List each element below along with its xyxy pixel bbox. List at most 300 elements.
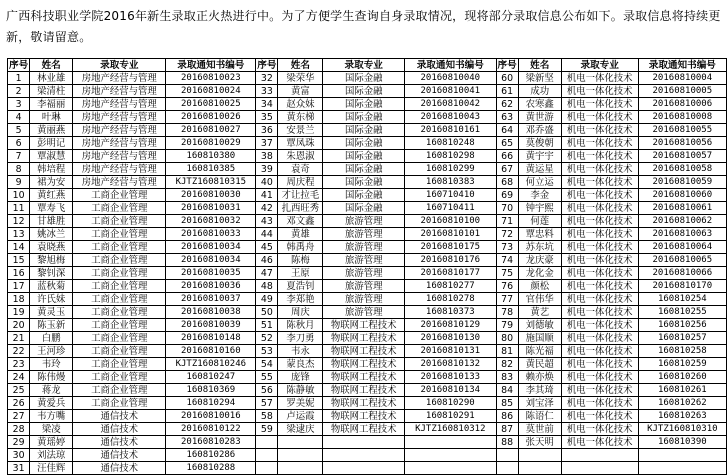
seq-cell: 36 (256, 124, 278, 137)
seq-cell: 76 (496, 280, 518, 293)
notice-no-cell: 160810288 (166, 462, 256, 475)
name-cell: 蓝秋菊 (30, 280, 73, 293)
table-row (8, 397, 727, 410)
name-cell: 刘宝泽 (518, 397, 561, 410)
notice-no-cell (405, 462, 496, 475)
header-major-1: 录取专业 (73, 59, 166, 72)
major-cell: 机电一体化技术 (561, 358, 638, 371)
seq-cell: 56 (256, 384, 278, 397)
table-row (8, 72, 727, 85)
name-cell: 苏东坑 (518, 241, 561, 254)
name-cell: 黄丽燕 (30, 124, 73, 137)
header-seq-1: 序号 (9, 59, 29, 71)
major-cell: 国际金融 (323, 202, 405, 215)
major-cell: 房地产经营与管理 (73, 98, 166, 111)
notice-no-cell: 20160810177 (405, 267, 496, 280)
seq-cell: 11 (8, 202, 30, 215)
notice-no-cell: 160810373 (405, 306, 496, 319)
major-cell: 机电一体化技术 (561, 137, 638, 150)
notice-no-cell: 20160810006 (638, 98, 726, 111)
notice-no-cell: 160810263 (638, 410, 726, 423)
name-cell: 李金 (518, 189, 561, 202)
seq-cell (256, 462, 278, 475)
major-cell: 工商企业管理 (73, 319, 166, 332)
notice-no-cell: 160810290 (405, 397, 496, 410)
seq-cell: 8 (8, 163, 30, 176)
notice-no-cell: 20160810176 (405, 254, 496, 267)
major-cell: 工商企业管理 (73, 332, 166, 345)
table-row (8, 280, 727, 293)
seq-cell: 15 (8, 254, 30, 267)
notice-no-cell: 20160810032 (166, 215, 256, 228)
major-cell: 房地产经营与管理 (73, 163, 166, 176)
name-cell: 袁奇 (278, 163, 323, 176)
notice-no-cell: 20160810016 (166, 410, 256, 423)
notice-no-cell: 160810255 (638, 306, 726, 319)
seq-cell: 73 (496, 241, 518, 254)
major-cell: 机电一体化技术 (561, 228, 638, 241)
notice-no-cell: 20160810170 (638, 280, 726, 293)
seq-cell: 65 (496, 137, 518, 150)
table-row (8, 202, 727, 215)
name-cell: 陈玉新 (30, 319, 73, 332)
notice-no-cell: 20160810040 (405, 72, 496, 85)
seq-cell (256, 449, 278, 462)
name-cell: 梁逮庆 (278, 423, 323, 436)
major-cell: 机电一体化技术 (561, 436, 638, 449)
major-cell: 机电一体化技术 (561, 163, 638, 176)
notice-no-cell (405, 449, 496, 462)
table-row (8, 358, 727, 371)
name-cell: 扎西旺秀 (278, 202, 323, 215)
name-cell: 陈伟熳 (30, 371, 73, 384)
major-cell: 国际金融 (323, 189, 405, 202)
seq-cell: 25 (8, 384, 30, 397)
major-cell: 旅游管理 (323, 228, 405, 241)
admission-table (7, 58, 727, 475)
major-cell: 机电一体化技术 (561, 202, 638, 215)
notice-no-cell: 160810286 (166, 449, 256, 462)
seq-cell: 66 (496, 150, 518, 163)
name-cell: 陈光福 (518, 345, 561, 358)
notice-no-cell: 20160810065 (638, 254, 726, 267)
table-row (8, 215, 727, 228)
notice-no-cell: 20160810283 (166, 436, 256, 449)
name-cell: 朱恩淑 (278, 150, 323, 163)
name-cell (518, 462, 561, 475)
notice-no-cell: 160810291 (405, 410, 496, 423)
major-cell: 工商企业管理 (73, 371, 166, 384)
name-cell: 赵众妹 (278, 98, 323, 111)
notice-no-cell: 20160810064 (638, 241, 726, 254)
notice-no-cell: KJTZ160810315 (166, 176, 256, 189)
name-cell: 梁荣华 (278, 72, 323, 85)
name-cell: 赖亦焕 (518, 371, 561, 384)
major-cell: 通信技术 (73, 410, 166, 423)
name-cell: 梁新坚 (518, 72, 561, 85)
seq-cell: 49 (256, 293, 278, 306)
notice-no-cell: 20160810039 (166, 319, 256, 332)
seq-cell: 9 (8, 176, 30, 189)
major-cell: 房地产经营与管理 (73, 137, 166, 150)
notice-no-cell: 20160810031 (166, 202, 256, 215)
name-cell: 李其琦 (518, 384, 561, 397)
seq-cell: 57 (256, 397, 278, 410)
notice-no-cell: 20160810060 (638, 189, 726, 202)
major-cell: 机电一体化技术 (561, 111, 638, 124)
notice-no-cell: 160810259 (638, 358, 726, 371)
major-cell: 物联网工程技术 (323, 423, 405, 436)
name-cell: 白鹏 (30, 332, 73, 345)
major-cell: 工商企业管理 (73, 241, 166, 254)
header-notice-no-2: 录取通知书编号 (405, 59, 496, 72)
name-cell: 韩培程 (30, 163, 73, 176)
seq-cell: 85 (496, 397, 518, 410)
seq-cell: 16 (8, 267, 30, 280)
seq-cell: 58 (256, 410, 278, 423)
name-cell: 颜松 (518, 280, 561, 293)
table-row (8, 436, 727, 449)
name-cell: 陈秋月 (278, 319, 323, 332)
seq-cell: 23 (8, 358, 30, 371)
seq-cell: 81 (496, 345, 518, 358)
notice-no-cell: 160810262 (638, 397, 726, 410)
table-row (8, 241, 727, 254)
major-cell: 机电一体化技术 (561, 85, 638, 98)
notice-no-cell: 20160810132 (405, 358, 496, 371)
major-cell: 通信技术 (73, 436, 166, 449)
notice-no-cell: 20160810063 (638, 228, 726, 241)
major-cell: 机电一体化技术 (561, 215, 638, 228)
major-cell: 通信技术 (73, 423, 166, 436)
major-cell: 房地产经营与管理 (73, 150, 166, 163)
seq-cell: 45 (256, 241, 278, 254)
table-body (8, 72, 727, 475)
header-notice-no-1: 录取通知书编号 (166, 59, 256, 72)
seq-cell: 27 (8, 410, 30, 423)
notice-no-cell: 160810383 (405, 176, 496, 189)
header-major-3: 录取专业 (561, 59, 638, 72)
name-cell: 龙庆豪 (518, 254, 561, 267)
major-cell: 机电一体化技术 (561, 241, 638, 254)
notice-no-cell: 20160810034 (166, 241, 256, 254)
notice-no-cell: 160810247 (166, 371, 256, 384)
header-notice-no-3: 录取通知书编号 (638, 59, 726, 72)
name-cell: 韦永 (278, 345, 323, 358)
name-cell: 韩禹舟 (278, 241, 323, 254)
table-row (8, 228, 727, 241)
major-cell: 工商企业管理 (73, 254, 166, 267)
seq-cell: 33 (256, 85, 278, 98)
major-cell: 物联网工程技术 (323, 397, 405, 410)
name-cell: 庞锋 (278, 371, 323, 384)
table-row (8, 293, 727, 306)
name-cell: 邓文鑫 (278, 215, 323, 228)
major-cell (561, 449, 638, 462)
major-cell: 物联网工程技术 (323, 319, 405, 332)
header-seq-2: 序号 (257, 59, 277, 71)
notice-no-cell: 160710411 (405, 202, 496, 215)
seq-cell: 6 (8, 137, 30, 150)
seq-cell: 34 (256, 98, 278, 111)
major-cell: 国际金融 (323, 163, 405, 176)
notice-no-cell: 20160810038 (166, 306, 256, 319)
table-row (8, 124, 727, 137)
name-cell: 韦方嘴 (30, 410, 73, 423)
name-cell: 卢运霞 (278, 410, 323, 423)
seq-cell: 48 (256, 280, 278, 293)
major-cell: 物联网工程技术 (323, 358, 405, 371)
notice-no-cell: 20160810061 (638, 202, 726, 215)
name-cell: 黄雄 (278, 228, 323, 241)
table-row (8, 85, 727, 98)
notice-no-cell: 160810385 (166, 163, 256, 176)
seq-cell: 86 (496, 410, 518, 423)
seq-cell: 88 (496, 436, 518, 449)
name-cell: 许氏妹 (30, 293, 73, 306)
seq-cell: 17 (8, 280, 30, 293)
notice-no-cell: 20160810026 (166, 111, 256, 124)
table-row (8, 137, 727, 150)
notice-no-cell: 20160810035 (166, 267, 256, 280)
major-cell: 物联网工程技术 (323, 371, 405, 384)
major-cell: 物联网工程技术 (323, 345, 405, 358)
name-cell: 甘雄胜 (30, 215, 73, 228)
notice-no-cell: 20160810148 (166, 332, 256, 345)
name-cell: 覃凤珠 (278, 137, 323, 150)
name-cell: 刘德敏 (518, 319, 561, 332)
table-row (8, 306, 727, 319)
major-cell: 工商企业管理 (73, 397, 166, 410)
major-cell: 机电一体化技术 (561, 189, 638, 202)
notice-no-cell: 20160810030 (166, 189, 256, 202)
name-cell: 蒙良杰 (278, 358, 323, 371)
major-cell: 机电一体化技术 (561, 410, 638, 423)
name-cell: 袁晓燕 (30, 241, 73, 254)
notice-no-cell: 20160810029 (166, 137, 256, 150)
notice-no-cell: 160810261 (638, 384, 726, 397)
notice-no-cell: 160810248 (405, 137, 496, 150)
seq-cell: 43 (256, 215, 278, 228)
seq-cell: 63 (496, 111, 518, 124)
major-cell: 物联网工程技术 (323, 410, 405, 423)
name-cell (278, 449, 323, 462)
notice-no-cell: 160810277 (405, 280, 496, 293)
name-cell: 莫世前 (518, 423, 561, 436)
seq-cell: 51 (256, 319, 278, 332)
notice-no-cell: KJTZ160810312 (405, 423, 496, 436)
name-cell: 成功 (518, 85, 561, 98)
name-cell: 黄艺 (518, 306, 561, 319)
seq-cell: 41 (256, 189, 278, 202)
notice-no-cell: 20160810160 (166, 345, 256, 358)
table-row (8, 150, 727, 163)
seq-cell: 26 (8, 397, 30, 410)
admission-notice: 广西科技职业学院2016年新生录取正火热进行中。为了方便学生查询自身录取情况，现将部分录取信息公布如下。录取信息将持续更新，敬请留意。 (6, 9, 721, 44)
notice-no-cell: 20160810033 (166, 228, 256, 241)
major-cell (561, 462, 638, 475)
seq-cell: 28 (8, 423, 30, 436)
name-cell: 叶琳 (30, 111, 73, 124)
major-cell: 工商企业管理 (73, 280, 166, 293)
name-cell: 王原 (278, 267, 323, 280)
name-cell: 覃忠料 (518, 228, 561, 241)
major-cell: 机电一体化技术 (561, 72, 638, 85)
notice-no-cell: 20160810055 (638, 124, 726, 137)
name-cell: 彭明记 (30, 137, 73, 150)
table-row (8, 254, 727, 267)
seq-cell: 55 (256, 371, 278, 384)
notice-no-cell: 20160810066 (638, 267, 726, 280)
seq-cell: 30 (8, 449, 30, 462)
seq-cell: 83 (496, 371, 518, 384)
name-cell: 黄富 (278, 85, 323, 98)
notice-no-cell: 20160810131 (405, 345, 496, 358)
name-cell: 黄运星 (518, 163, 561, 176)
major-cell: 机电一体化技术 (561, 332, 638, 345)
name-cell: 姚冰兰 (30, 228, 73, 241)
name-cell: 龙化金 (518, 267, 561, 280)
major-cell: 国际金融 (323, 72, 405, 85)
name-cell: 黎旭梅 (30, 254, 73, 267)
name-cell: 黄世游 (518, 111, 561, 124)
seq-cell: 71 (496, 215, 518, 228)
name-cell: 陈语仁 (518, 410, 561, 423)
major-cell: 旅游管理 (323, 306, 405, 319)
name-cell: 罗美妮 (278, 397, 323, 410)
seq-cell: 52 (256, 332, 278, 345)
table-row (8, 462, 727, 475)
seq-cell: 69 (496, 189, 518, 202)
notice-no-cell: 20160810008 (638, 111, 726, 124)
name-cell: 莫俊朝 (518, 137, 561, 150)
notice-no-cell: 20160810005 (638, 85, 726, 98)
seq-cell: 60 (496, 72, 518, 85)
name-cell: 汪佳辉 (30, 462, 73, 475)
notice-no-cell: 20160810122 (166, 423, 256, 436)
seq-cell (496, 462, 518, 475)
major-cell: 国际金融 (323, 137, 405, 150)
table-row (8, 345, 727, 358)
seq-cell: 37 (256, 137, 278, 150)
notice-no-cell: 160810278 (405, 293, 496, 306)
major-cell: 机电一体化技术 (561, 397, 638, 410)
notice-no-cell: 20160810023 (166, 72, 256, 85)
notice-no-cell: 160810256 (638, 319, 726, 332)
seq-cell: 39 (256, 163, 278, 176)
major-cell: 房地产经营与管理 (73, 72, 166, 85)
seq-cell: 68 (496, 176, 518, 189)
major-cell: 国际金融 (323, 98, 405, 111)
seq-cell: 21 (8, 332, 30, 345)
seq-cell: 19 (8, 306, 30, 319)
major-cell: 房地产经营与管理 (73, 111, 166, 124)
name-cell: 覃寿飞 (30, 202, 73, 215)
major-cell: 国际金融 (323, 176, 405, 189)
notice-no-cell: 20160810133 (405, 371, 496, 384)
name-cell: 刘法琼 (30, 449, 73, 462)
seq-cell: 47 (256, 267, 278, 280)
table-row (8, 410, 727, 423)
table-row (8, 384, 727, 397)
notice-no-cell: 160810298 (405, 150, 496, 163)
notice-no-cell: 20160810058 (638, 163, 726, 176)
seq-cell: 22 (8, 345, 30, 358)
table-row (8, 98, 727, 111)
seq-cell: 18 (8, 293, 30, 306)
notice-no-cell: 160810254 (638, 293, 726, 306)
major-cell (323, 436, 405, 449)
name-cell: 陈梅 (278, 254, 323, 267)
name-cell (518, 449, 561, 462)
name-cell: 何莲 (518, 215, 561, 228)
table-row (8, 332, 727, 345)
notice-no-cell: 160710410 (405, 189, 496, 202)
seq-cell: 46 (256, 254, 278, 267)
header-major-2: 录取专业 (323, 59, 405, 72)
seq-cell: 14 (8, 241, 30, 254)
table-row (8, 267, 727, 280)
major-cell: 工商企业管理 (73, 228, 166, 241)
notice-no-cell (405, 436, 496, 449)
major-cell: 旅游管理 (323, 215, 405, 228)
seq-cell: 44 (256, 228, 278, 241)
major-cell: 机电一体化技术 (561, 280, 638, 293)
major-cell: 旅游管理 (323, 280, 405, 293)
seq-cell: 70 (496, 202, 518, 215)
seq-cell: 79 (496, 319, 518, 332)
notice-no-cell: 20160810161 (405, 124, 496, 137)
seq-cell: 75 (496, 267, 518, 280)
name-cell: 黄瑶婷 (30, 436, 73, 449)
seq-cell: 50 (256, 306, 278, 319)
seq-cell: 24 (8, 371, 30, 384)
name-cell: 黄灵玉 (30, 306, 73, 319)
notice-no-cell: 160810369 (166, 384, 256, 397)
seq-cell: 61 (496, 85, 518, 98)
notice-no-cell: 20160810059 (638, 176, 726, 189)
name-cell: 黄红燕 (30, 189, 73, 202)
notice-no-cell: 20160810057 (638, 150, 726, 163)
name-cell: 覃淑慧 (30, 150, 73, 163)
notice-no-cell: 160810258 (638, 345, 726, 358)
major-cell: 机电一体化技术 (561, 124, 638, 137)
name-cell: 钟宇熙 (518, 202, 561, 215)
seq-cell (256, 436, 278, 449)
major-cell: 工商企业管理 (73, 384, 166, 397)
name-cell: 李郑艳 (278, 293, 323, 306)
major-cell: 国际金融 (323, 124, 405, 137)
notice-no-cell: 20160810034 (166, 254, 256, 267)
seq-cell: 2 (8, 85, 30, 98)
notice-no-cell: 160810390 (638, 436, 726, 449)
seq-cell: 12 (8, 215, 30, 228)
name-cell: 裙为安 (30, 176, 73, 189)
seq-cell: 20 (8, 319, 30, 332)
notice-no-cell: 20160810037 (166, 293, 256, 306)
seq-cell: 10 (8, 189, 30, 202)
major-cell: 国际金融 (323, 111, 405, 124)
notice-no-cell: 20160810043 (405, 111, 496, 124)
major-cell: 工商企业管理 (73, 345, 166, 358)
major-cell: 机电一体化技术 (561, 98, 638, 111)
seq-cell: 64 (496, 124, 518, 137)
notice-no-cell: 20160810027 (166, 124, 256, 137)
seq-cell: 77 (496, 293, 518, 306)
major-cell: 机电一体化技术 (561, 293, 638, 306)
table-row (8, 189, 727, 202)
major-cell (323, 462, 405, 475)
